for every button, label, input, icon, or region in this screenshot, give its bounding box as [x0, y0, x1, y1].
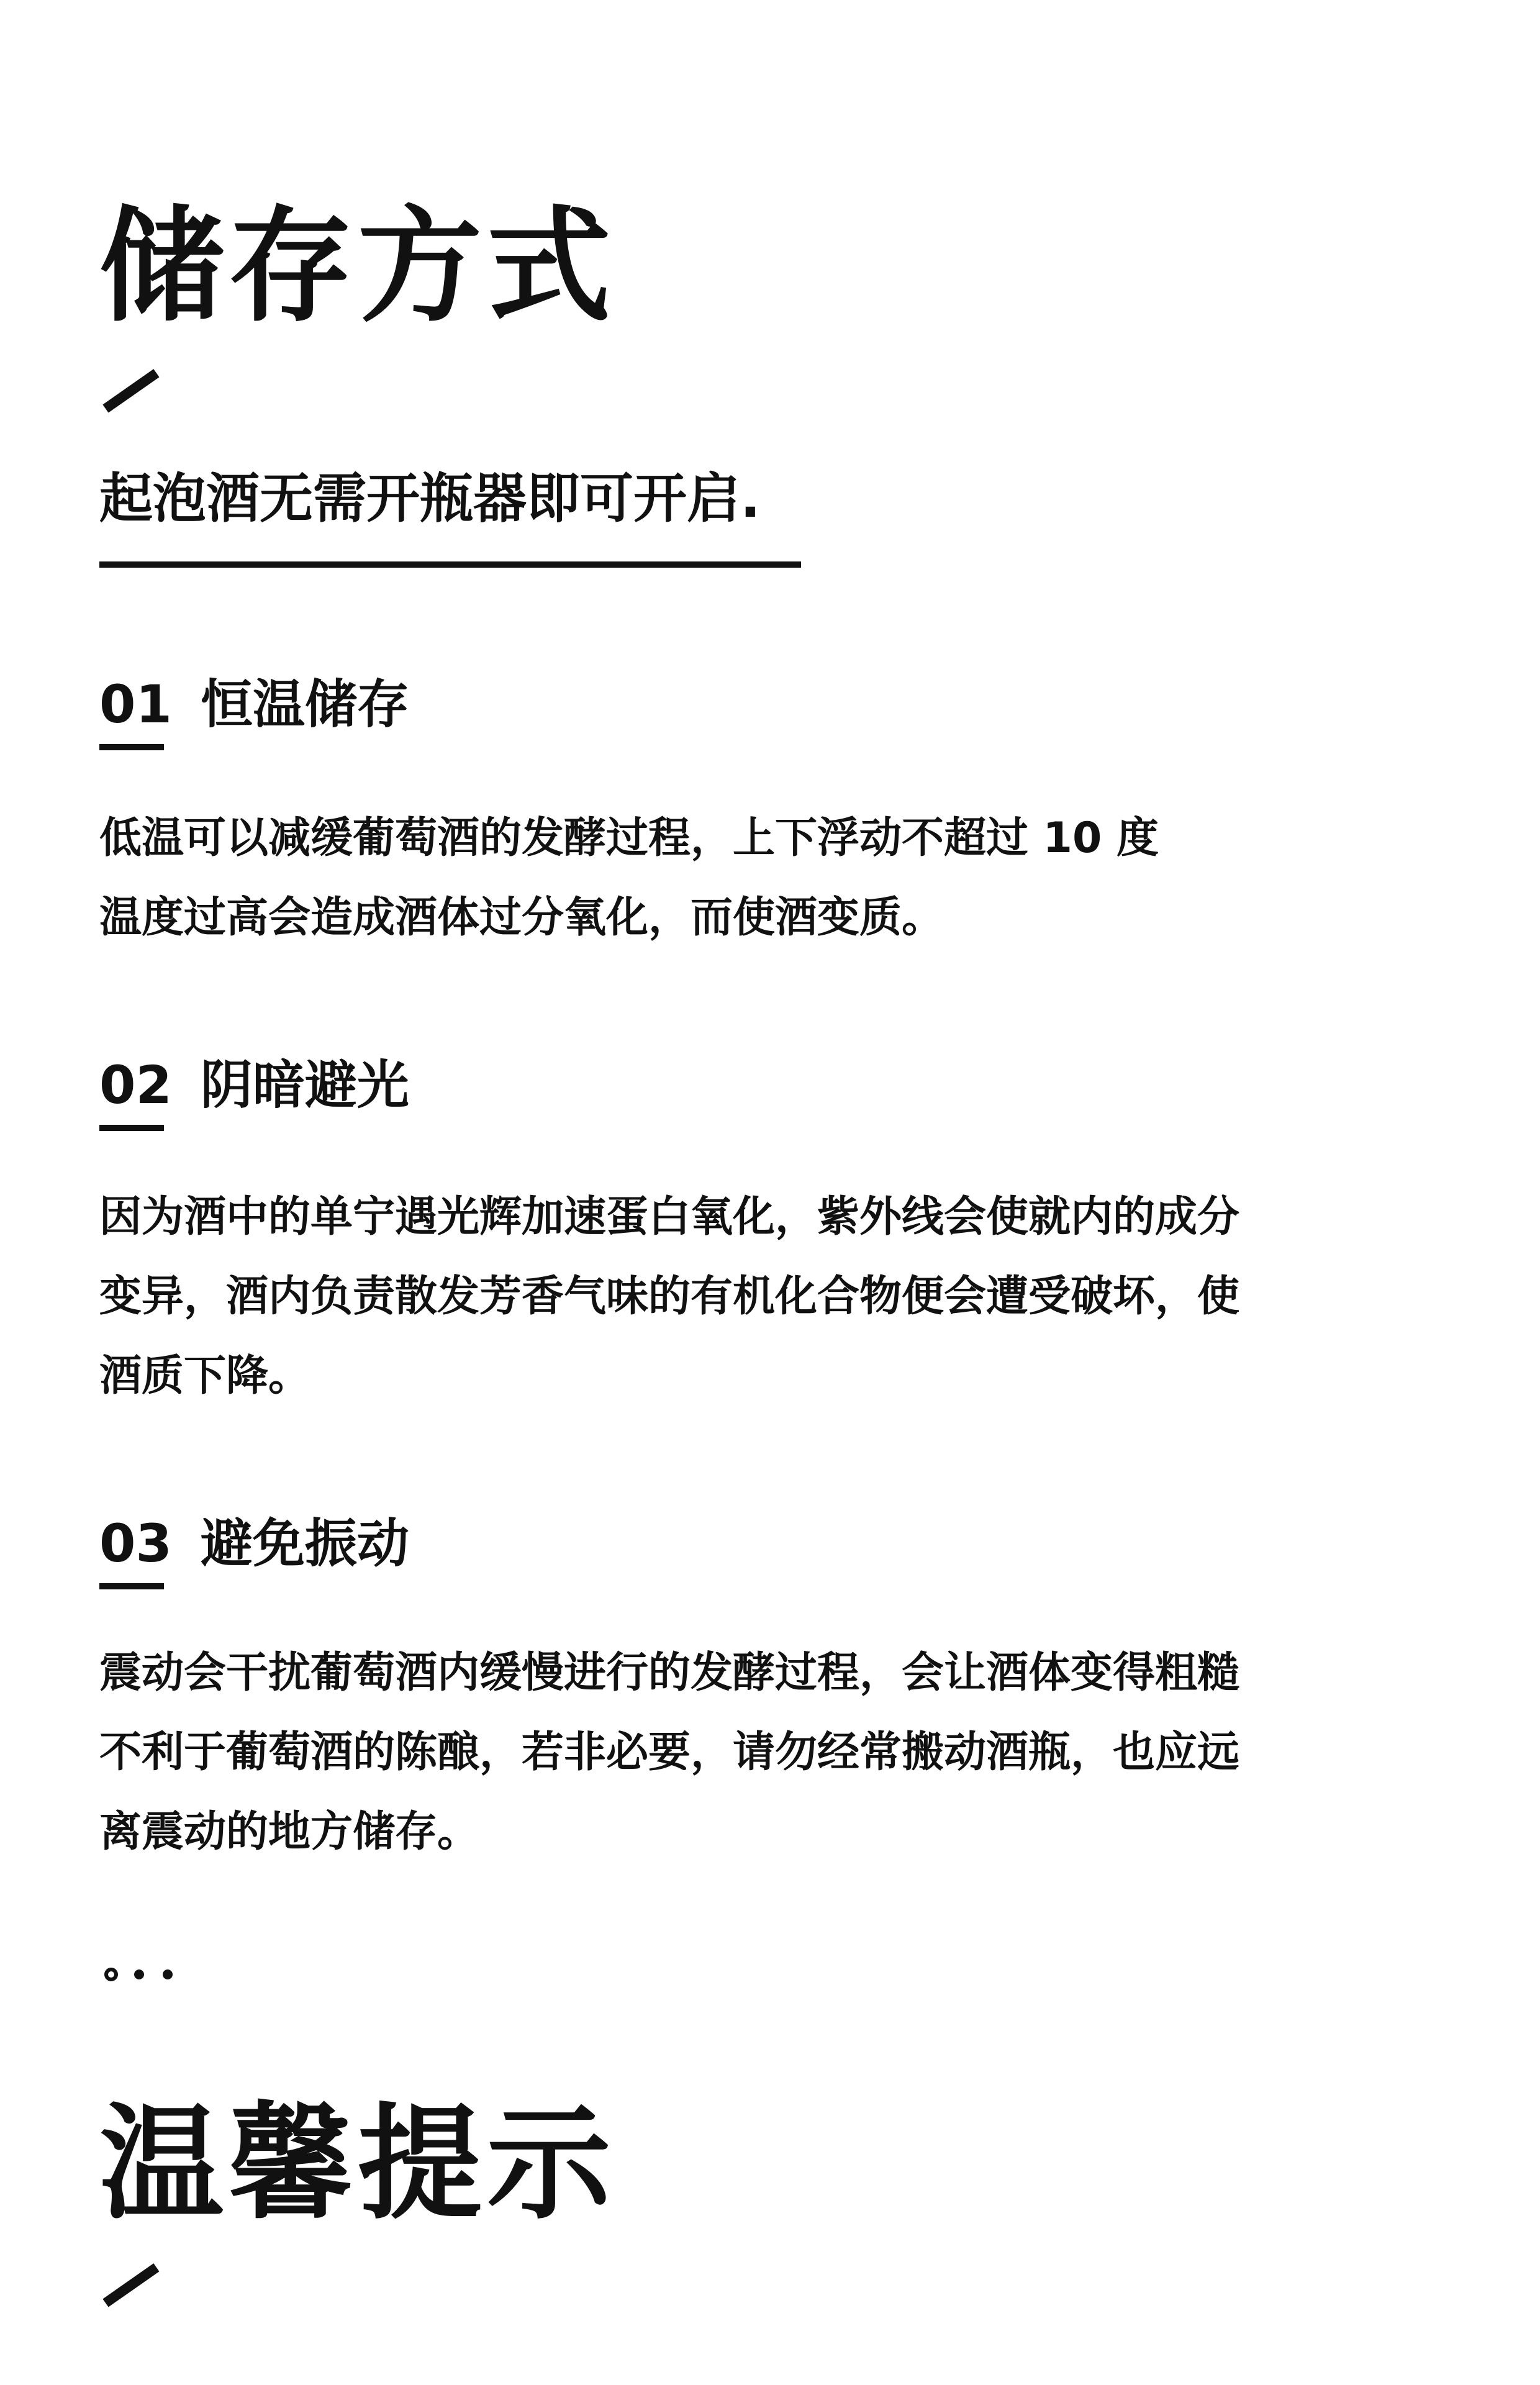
section-number-underline — [99, 744, 164, 750]
body-line: 震动会干扰葡萄酒内缓慢进行的发酵过程，会让酒体变得粗糙 — [99, 1648, 1240, 1697]
ellipsis-decoration — [104, 1968, 191, 1986]
section-body-02 — [99, 1178, 1391, 1416]
section-number-underline — [99, 1583, 164, 1589]
section-title: 阴暗避光 — [200, 1055, 409, 1115]
section-heading-01 — [99, 674, 409, 747]
body-line: 离震动的地方储存。 — [99, 1807, 480, 1856]
slash-divider — [102, 2263, 159, 2307]
section-title: 恒温储存 — [200, 674, 409, 735]
subtitle-underline — [99, 561, 801, 568]
section-title: 避免振动 — [200, 1513, 409, 1574]
body-line: 低温可以减缓葡萄酒的发酵过程，上下浮动不超过 10 度 — [99, 814, 1159, 863]
body-line: 因为酒中的单宁遇光辉加速蛋白氧化，紫外线会使就内的成分 — [99, 1192, 1240, 1242]
section-number-underline — [99, 1125, 164, 1131]
storage-title: 储存方式 — [99, 194, 617, 339]
section-body-03 — [99, 1633, 1391, 1872]
body-line: 变异，酒内负责散发芳香气味的有机化合物便会遭受破坏，使 — [99, 1272, 1240, 1321]
body-line: 酒质下降。 — [99, 1352, 311, 1401]
body-line: 不利于葡萄酒的陈酿，若非必要，请勿经常搬动酒瓶，也应远 — [99, 1728, 1240, 1777]
slash-divider — [102, 369, 159, 412]
tips-title: 温馨提示 — [99, 2092, 617, 2237]
section-heading-03 — [99, 1513, 409, 1586]
section-body-01 — [99, 799, 1391, 958]
section-heading-02 — [99, 1055, 409, 1127]
section-number: 02 — [99, 1055, 172, 1115]
body-line: 温度过高会造成酒体过分氧化，而使酒变质。 — [99, 893, 944, 942]
storage-subtitle: 起泡酒无需开瓶器即可开启. — [99, 468, 761, 530]
section-number: 03 — [99, 1513, 172, 1574]
section-number: 01 — [99, 674, 172, 735]
